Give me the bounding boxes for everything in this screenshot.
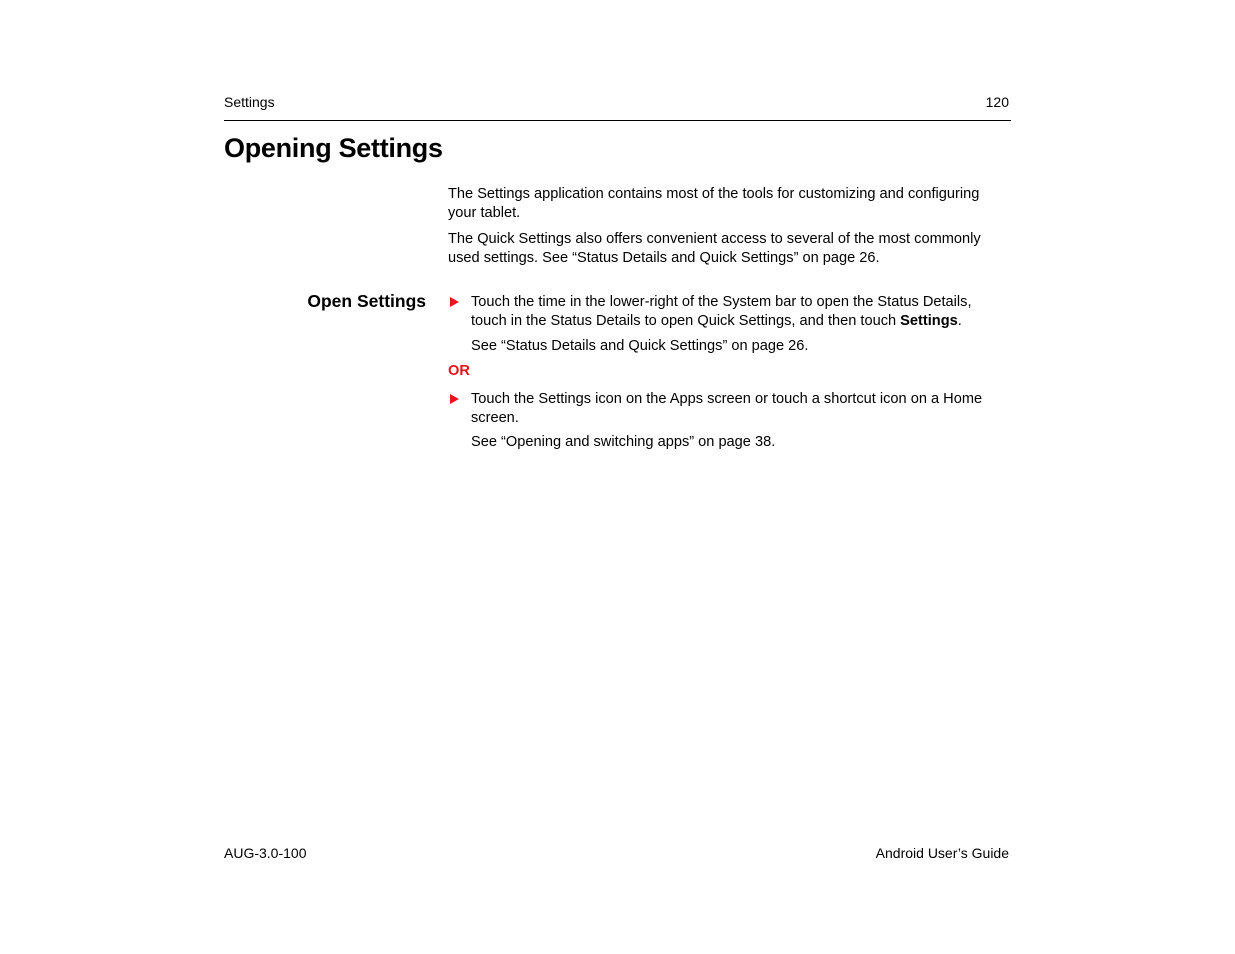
header-section-label: Settings	[224, 94, 275, 110]
bullet-arrow-icon	[450, 394, 459, 404]
footer-doc-id: AUG-3.0-100	[224, 845, 307, 861]
step-1-cross-reference: See “Status Details and Quick Settings” on page 26.	[471, 338, 809, 354]
step-2-cross-reference: See “Opening and switching apps” on page 38.	[471, 434, 776, 450]
step-1-text-before: Touch the time in the lower-right of the System bar to open the Status Details, touch in the Status Details to open Quick Settings, and then touch	[471, 294, 972, 329]
step-1-text	[471, 293, 1010, 331]
step-1-text-after: .	[957, 313, 962, 329]
running-header	[224, 94, 1011, 110]
step-1	[448, 293, 1010, 331]
intro-paragraph-2: The Quick Settings also offers convenient access to several of the most commonly used settings. See “Status Details and Quick Settings” on page 26.	[448, 231, 981, 266]
procedure-heading: Open Settings	[307, 291, 426, 311]
step-2	[448, 390, 1010, 428]
intro-paragraph-1: The Settings application contains most of the tools for customizing and configuring your tablet.	[448, 186, 980, 221]
footer-doc-title: Android User’s Guide	[875, 845, 1009, 861]
or-separator: OR	[448, 363, 470, 379]
page-title: Opening Settings	[224, 133, 443, 163]
step-1-bold-term: Settings	[900, 313, 958, 329]
footer	[224, 845, 1011, 861]
step-2-text: Touch the Settings icon on the Apps screen or touch a shortcut icon on a Home screen.	[471, 391, 983, 426]
header-rule	[224, 120, 1011, 121]
page-number: 120	[985, 94, 1009, 110]
bullet-arrow-icon	[450, 297, 459, 307]
